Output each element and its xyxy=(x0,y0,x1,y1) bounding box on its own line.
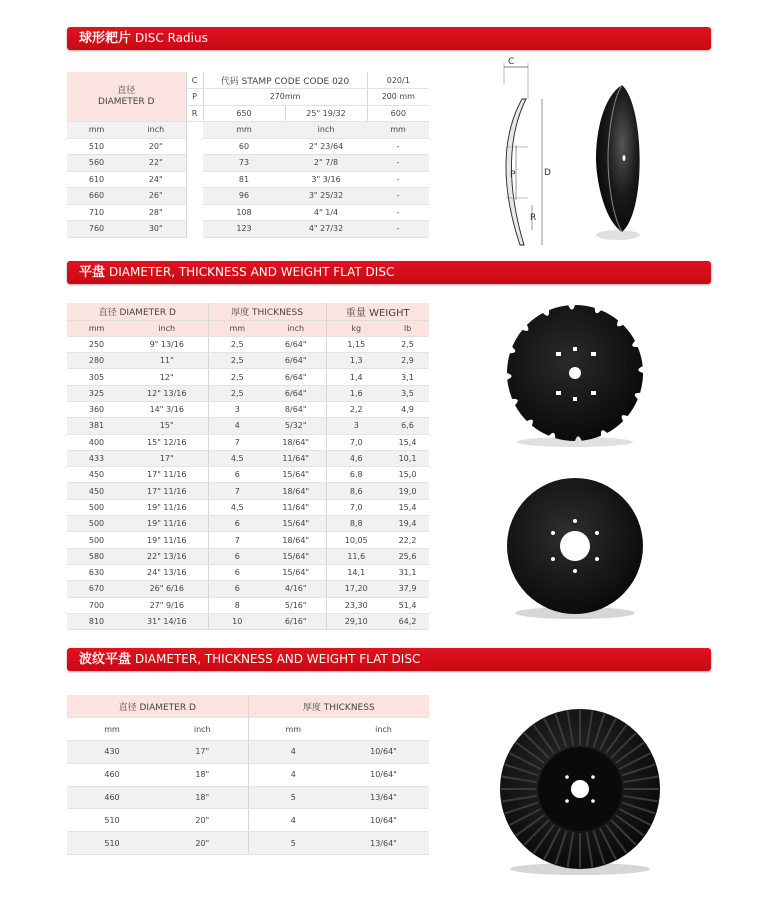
table-row xyxy=(67,532,429,548)
table-row xyxy=(67,597,429,613)
table-cell: 14" 3/16 xyxy=(126,401,208,417)
p-270: 270mm xyxy=(203,89,367,106)
table-cell: 580 xyxy=(67,548,126,564)
table-cell: 6/64" xyxy=(266,353,326,369)
diagram-label-d: D xyxy=(544,168,551,178)
table-cell: 15/64" xyxy=(266,564,326,580)
table-cell: 2,5 xyxy=(208,336,266,352)
table-row xyxy=(67,369,429,385)
table-row xyxy=(67,581,429,597)
table-cell: 18/64" xyxy=(266,483,326,499)
table-cell: 2,5 xyxy=(208,385,266,401)
table-cell: 29,10 xyxy=(326,613,386,629)
table-cell: 4/16" xyxy=(266,581,326,597)
table-cell: 4 xyxy=(248,809,338,832)
unit-kg: kg xyxy=(326,320,386,336)
table-cell: 360 xyxy=(67,401,126,417)
table-cell: 17" xyxy=(126,450,208,466)
thickness-header xyxy=(248,695,429,718)
unit-mm: mm xyxy=(248,718,338,741)
section1-banner xyxy=(67,27,711,50)
table-cell: 6 xyxy=(208,548,266,564)
table-row xyxy=(67,564,429,580)
table-cell: 4 xyxy=(248,741,338,764)
table-cell: 4.5 xyxy=(208,450,266,466)
unit-mm: mm xyxy=(67,718,157,741)
row-label-r: R xyxy=(186,105,203,122)
code-0201: 020/1 xyxy=(367,72,429,89)
unit-mm: mm xyxy=(367,122,429,139)
table-cell: 25,6 xyxy=(386,548,429,564)
table-cell: - xyxy=(367,171,429,188)
table-cell: 12" 13/16 xyxy=(126,385,208,401)
unit-inch: inch xyxy=(126,320,208,336)
table-cell: 500 xyxy=(67,532,126,548)
flat-disc-photo-icon xyxy=(503,476,648,621)
r-2519: 25" 19/32 xyxy=(285,105,367,122)
unit-mm: mm xyxy=(67,320,126,336)
table-cell: 4" 27/32 xyxy=(285,221,367,238)
table-row xyxy=(67,516,429,532)
diameter-header xyxy=(67,72,186,122)
r-650: 650 xyxy=(203,105,285,122)
table-cell: 400 xyxy=(67,434,126,450)
table-cell: 15,4 xyxy=(386,499,429,515)
section3-title-en: DIAMETER, THICKNESS AND WEIGHT FLAT DISC xyxy=(135,652,421,666)
table-cell: 6/64" xyxy=(266,336,326,352)
table-cell: 450 xyxy=(67,467,126,483)
table-cell: 3 xyxy=(326,418,386,434)
table-cell: 7,0 xyxy=(326,434,386,450)
table-cell: 19" 11/16 xyxy=(126,516,208,532)
table-cell: 15,4 xyxy=(386,434,429,450)
table-cell: 26" xyxy=(126,188,186,205)
table-cell: 433 xyxy=(67,450,126,466)
table-cell: 1,3 xyxy=(326,353,386,369)
table-cell: 31" 14/16 xyxy=(126,613,208,629)
table-cell: 17,20 xyxy=(326,581,386,597)
table-cell: 11/64" xyxy=(266,499,326,515)
rippled-disc-table xyxy=(67,695,429,855)
flat-disc-table xyxy=(67,303,429,630)
table-cell: 5 xyxy=(248,832,338,855)
diagram-label-r: R xyxy=(530,213,537,223)
header-en: THICKNESS xyxy=(323,702,375,713)
table-cell: 450 xyxy=(67,483,126,499)
table-cell: 500 xyxy=(67,499,126,515)
table-cell: 7 xyxy=(208,483,266,499)
p-200: 200 mm xyxy=(367,89,429,106)
section1-title-zh: 球形耙片 xyxy=(79,31,132,46)
table-cell: 381 xyxy=(67,418,126,434)
diameter-header xyxy=(67,303,208,320)
unit-inch: inch xyxy=(266,320,326,336)
unit-mm: mm xyxy=(67,122,126,139)
table-cell: 17" 11/16 xyxy=(126,483,208,499)
diameter-en: DIAMETER D xyxy=(98,96,155,107)
table-row xyxy=(67,385,429,401)
table-cell: 2,5 xyxy=(208,369,266,385)
table-cell: 3" 25/32 xyxy=(285,188,367,205)
table-cell: 2,5 xyxy=(208,353,266,369)
table-cell: 24" 13/16 xyxy=(126,564,208,580)
r-600: 600 xyxy=(367,105,429,122)
table-cell: 500 xyxy=(67,516,126,532)
diameter-header xyxy=(67,695,248,718)
header-zh: 厚度 xyxy=(302,702,321,713)
table-cell: 60 xyxy=(203,138,285,155)
header-zh: 重量 xyxy=(345,307,366,319)
table-cell: 11/64" xyxy=(266,450,326,466)
section1-title-en: DISC Radius xyxy=(135,31,208,45)
header-zh: 直径 xyxy=(98,307,117,318)
table-cell: 19,0 xyxy=(386,483,429,499)
table-cell: 7 xyxy=(208,532,266,548)
table-cell: 10/64" xyxy=(338,809,429,832)
table-cell: 9" 13/16 xyxy=(126,336,208,352)
table-cell: 2,5 xyxy=(386,336,429,352)
table-cell: 460 xyxy=(67,763,157,786)
table-cell: 2" 23/64 xyxy=(285,138,367,155)
table-row xyxy=(67,450,429,466)
table-cell: - xyxy=(367,155,429,172)
table-cell: 4" 1/4 xyxy=(285,204,367,221)
table-cell: 20" xyxy=(157,832,248,855)
table-cell: 6 xyxy=(208,516,266,532)
table-cell: 2,2 xyxy=(326,401,386,417)
stamp-code-zh: 代码 xyxy=(220,76,239,87)
unit-inch: inch xyxy=(126,122,186,139)
table-row xyxy=(67,786,429,809)
table-cell: 8,8 xyxy=(326,516,386,532)
section3-title-zh: 波纹平盘 xyxy=(79,652,132,667)
weight-header xyxy=(326,303,429,320)
table-row xyxy=(67,499,429,515)
table-cell: 8,6 xyxy=(326,483,386,499)
table-row xyxy=(67,353,429,369)
table-cell: 22" xyxy=(126,155,186,172)
header-zh: 厚度 xyxy=(231,307,250,318)
rippled-disc-photo-icon xyxy=(494,706,666,878)
table-cell: 4 xyxy=(208,418,266,434)
disc-radius-table xyxy=(67,72,429,238)
table-cell: 3" 3/16 xyxy=(285,171,367,188)
table-cell: - xyxy=(367,221,429,238)
concave-disc-photo-icon xyxy=(582,80,652,245)
table-cell: 108 xyxy=(203,204,285,221)
table-cell: 20" xyxy=(126,138,186,155)
unit-inch: inch xyxy=(157,718,248,741)
table-cell: 15/64" xyxy=(266,516,326,532)
table-cell: 5/32" xyxy=(266,418,326,434)
table-cell: 10,1 xyxy=(386,450,429,466)
table-cell: 7,0 xyxy=(326,499,386,515)
table-cell: 8 xyxy=(208,597,266,613)
table-cell: 1,15 xyxy=(326,336,386,352)
notched-disc-photo-icon xyxy=(503,303,648,448)
table-cell: 15/64" xyxy=(266,548,326,564)
unit-mm: mm xyxy=(208,320,266,336)
header-en: WEIGHT xyxy=(369,307,410,319)
section3-banner xyxy=(67,648,711,671)
table-cell: 18" xyxy=(157,763,248,786)
table-cell: 6/16" xyxy=(266,613,326,629)
table-cell: 4,5 xyxy=(208,499,266,515)
table-cell: 250 xyxy=(67,336,126,352)
table-cell: 1,4 xyxy=(326,369,386,385)
table-cell: 11" xyxy=(126,353,208,369)
table-cell: 18/64" xyxy=(266,434,326,450)
table-cell: 6 xyxy=(208,581,266,597)
table-cell: 1,6 xyxy=(326,385,386,401)
table-cell: 51,4 xyxy=(386,597,429,613)
section2-banner xyxy=(67,261,711,284)
table-cell: - xyxy=(367,188,429,205)
table-cell: 27" 9/16 xyxy=(126,597,208,613)
section2-title-zh: 平盘 xyxy=(79,265,106,280)
table-cell: 11,6 xyxy=(326,548,386,564)
table-cell: 700 xyxy=(67,597,126,613)
table-cell: 19,4 xyxy=(386,516,429,532)
table-cell: 430 xyxy=(67,741,157,764)
table-row xyxy=(67,418,429,434)
table-cell: 2" 7/8 xyxy=(285,155,367,172)
table-row xyxy=(67,741,429,764)
table-cell: 20" xyxy=(157,809,248,832)
table-cell: 6 xyxy=(208,467,266,483)
table-cell: 10,05 xyxy=(326,532,386,548)
table-cell: 17" 11/16 xyxy=(126,467,208,483)
table-cell: 30" xyxy=(126,221,186,238)
row-label-p: P xyxy=(186,89,203,106)
table-cell: 15" 12/16 xyxy=(126,434,208,450)
table-row xyxy=(67,832,429,855)
table-cell: 4 xyxy=(248,763,338,786)
header-en: DIAMETER D xyxy=(139,702,196,713)
unit-inch: inch xyxy=(285,122,367,139)
table-cell: 15/64" xyxy=(266,467,326,483)
table-cell: 510 xyxy=(67,832,157,855)
table-cell: 6,8 xyxy=(326,467,386,483)
table-cell: 28" xyxy=(126,204,186,221)
table-cell: 18/64" xyxy=(266,532,326,548)
table-cell: 6 xyxy=(208,564,266,580)
table-cell: 2,9 xyxy=(386,353,429,369)
table-cell: 19" 11/16 xyxy=(126,499,208,515)
header-en: THICKNESS xyxy=(251,307,303,318)
table-cell: 81 xyxy=(203,171,285,188)
table-cell: 610 xyxy=(67,171,126,188)
table-cell: 660 xyxy=(67,188,126,205)
stamp-code-header xyxy=(203,72,367,89)
unit-lb: lb xyxy=(386,320,429,336)
table-cell: - xyxy=(367,204,429,221)
table-cell: 760 xyxy=(67,221,126,238)
table-cell: 10 xyxy=(208,613,266,629)
diameter-zh: 直径 xyxy=(117,85,136,96)
table-row xyxy=(67,467,429,483)
diagram-label-c: C xyxy=(508,57,515,67)
table-cell: 6,6 xyxy=(386,418,429,434)
table-cell: 630 xyxy=(67,564,126,580)
table-cell: 18" xyxy=(157,786,248,809)
table-row xyxy=(67,336,429,352)
table-cell: 31,1 xyxy=(386,564,429,580)
table-cell: 510 xyxy=(67,138,126,155)
table-cell: 15,0 xyxy=(386,467,429,483)
table-row xyxy=(67,434,429,450)
header-zh: 直径 xyxy=(118,702,137,713)
table-cell: 3 xyxy=(208,401,266,417)
table-cell: 3,5 xyxy=(386,385,429,401)
table-cell: 13/64" xyxy=(338,786,429,809)
table-cell: 19" 11/16 xyxy=(126,532,208,548)
table-cell: 15" xyxy=(126,418,208,434)
table-cell: 710 xyxy=(67,204,126,221)
table-cell: 37,9 xyxy=(386,581,429,597)
unit-mm: mm xyxy=(203,122,285,139)
table-cell: 325 xyxy=(67,385,126,401)
table-row xyxy=(67,809,429,832)
table-row xyxy=(67,613,429,629)
table-cell: 280 xyxy=(67,353,126,369)
table-cell: 4,6 xyxy=(326,450,386,466)
table-cell: 5 xyxy=(248,786,338,809)
table-cell: 6/64" xyxy=(266,369,326,385)
table-cell: 26" 6/16 xyxy=(126,581,208,597)
table-row xyxy=(67,763,429,786)
table-cell: 8/64" xyxy=(266,401,326,417)
thickness-header xyxy=(208,303,326,320)
diagram-label-p: P xyxy=(510,170,516,180)
table-cell: 810 xyxy=(67,613,126,629)
table-cell: 22,2 xyxy=(386,532,429,548)
table-cell: 23,30 xyxy=(326,597,386,613)
table-cell: 17" xyxy=(157,741,248,764)
table-cell: 460 xyxy=(67,786,157,809)
table-cell: 96 xyxy=(203,188,285,205)
table-cell: 6/64" xyxy=(266,385,326,401)
table-cell: 24" xyxy=(126,171,186,188)
table-cell: 10/64" xyxy=(338,741,429,764)
table-cell: 123 xyxy=(203,221,285,238)
table-cell: 22" 13/16 xyxy=(126,548,208,564)
table-cell: 4,9 xyxy=(386,401,429,417)
table-cell: 305 xyxy=(67,369,126,385)
section2-title-en: DIAMETER, THICKNESS AND WEIGHT FLAT DISC xyxy=(109,265,395,279)
table-cell: 10/64" xyxy=(338,763,429,786)
table-cell: 13/64" xyxy=(338,832,429,855)
table-cell: 12" xyxy=(126,369,208,385)
table-cell: 64,2 xyxy=(386,613,429,629)
table-cell: 7 xyxy=(208,434,266,450)
table-cell: 73 xyxy=(203,155,285,172)
table-cell: 560 xyxy=(67,155,126,172)
table-row xyxy=(67,401,429,417)
table-cell: 510 xyxy=(67,809,157,832)
table-row xyxy=(67,483,429,499)
table-cell: - xyxy=(367,138,429,155)
concave-disc-profile-diagram-icon xyxy=(492,55,557,250)
row-label-c: C xyxy=(186,72,203,89)
header-en: DIAMETER D xyxy=(119,307,176,318)
stamp-code-en: STAMP CODE CODE 020 xyxy=(241,76,350,87)
table-cell: 5/16" xyxy=(266,597,326,613)
table-cell: 670 xyxy=(67,581,126,597)
unit-inch: inch xyxy=(338,718,429,741)
table-cell: 3,1 xyxy=(386,369,429,385)
table-row xyxy=(67,548,429,564)
table-cell: 14,1 xyxy=(326,564,386,580)
